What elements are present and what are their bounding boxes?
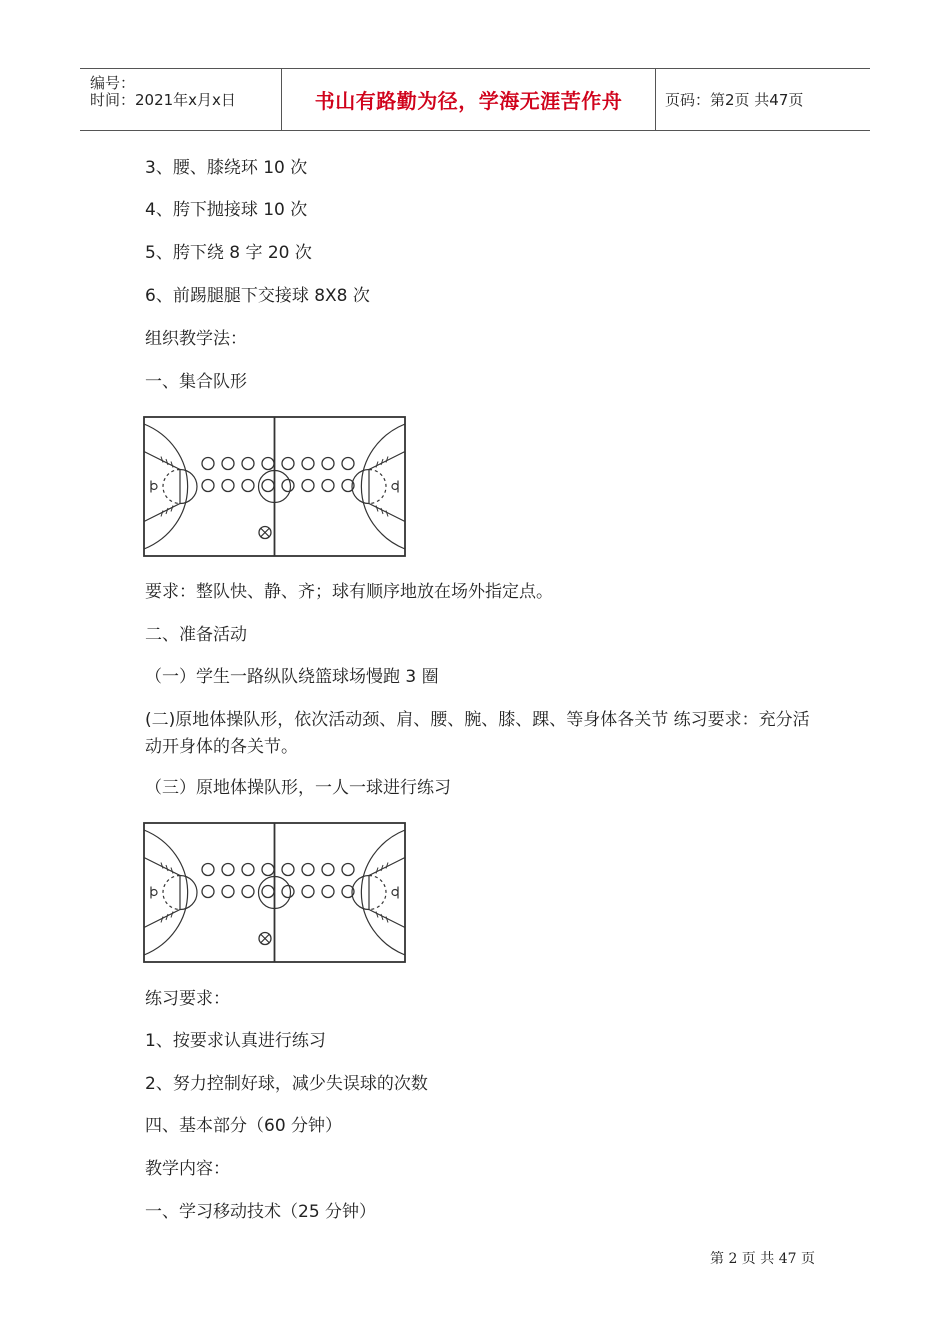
student-marker xyxy=(222,458,234,470)
left-hoop xyxy=(151,484,157,490)
warmup-sub-2: (二)原地体操队形，依次活动颈、肩、腰、腕、膝、踝、等身体各关节 练习要求：充分活动开身体的各关节。 xyxy=(145,710,810,757)
warmup-sub-1: （一）学生一路纵队绕篮球场慢跑 3 圈 xyxy=(145,667,439,687)
student-marker xyxy=(242,886,254,898)
left-free-throw-arc-dashed xyxy=(163,470,180,504)
warmup-sub-3: （三）原地体操队形，一人一球进行练习 xyxy=(145,778,451,798)
student-marker xyxy=(322,458,334,470)
student-marker xyxy=(322,480,334,492)
student-marker xyxy=(202,886,214,898)
header-page-info: 页码：第2页 共47页 xyxy=(665,91,804,109)
left-free-throw-arc xyxy=(180,470,197,504)
requirement-text: 要求：整队快、静、齐；球有顺序地放在场外指定点。 xyxy=(145,582,553,602)
student-marker xyxy=(202,864,214,876)
right-free-throw-arc-dashed xyxy=(369,876,386,910)
student-marker xyxy=(282,864,294,876)
page-header xyxy=(80,68,870,131)
student-marker xyxy=(262,480,274,492)
student-marker xyxy=(222,864,234,876)
student-marker xyxy=(242,458,254,470)
left-key xyxy=(144,452,180,522)
student-marker xyxy=(262,864,274,876)
court-diagram-1 xyxy=(143,416,406,557)
teaching-content-heading: 教学内容： xyxy=(145,1159,230,1179)
number-label: 编号： xyxy=(90,74,136,92)
practice-req-1: 1、按要求认真进行练习 xyxy=(145,1031,326,1051)
left-free-throw-arc-dashed xyxy=(163,876,180,910)
student-marker xyxy=(342,864,354,876)
header-meta-cell xyxy=(80,69,281,130)
exercise-item-4: 4、胯下抛接球 10 次 xyxy=(145,200,308,220)
org-method-heading: 组织教学法： xyxy=(145,329,247,349)
practice-req-2: 2、努力控制好球，减少失误球的次数 xyxy=(145,1074,428,1094)
header-page-cell xyxy=(655,69,870,130)
section-basic-part: 四、基本部分（60 分钟） xyxy=(145,1116,343,1136)
student-marker xyxy=(242,480,254,492)
right-key xyxy=(369,858,405,928)
motto: 书山有路勤为径，学海无涯苦作舟 xyxy=(314,89,623,113)
left-arc-guide xyxy=(144,424,179,549)
footer-page-info: 第 2 页 共 47 页 xyxy=(710,1251,815,1267)
exercise-item-6: 6、前踢腿腿下交接球 8X8 次 xyxy=(145,286,370,306)
student-marker xyxy=(282,480,294,492)
student-marker xyxy=(342,458,354,470)
student-marker xyxy=(282,458,294,470)
left-key xyxy=(144,858,180,928)
student-marker xyxy=(222,480,234,492)
student-marker xyxy=(322,864,334,876)
student-marker xyxy=(242,864,254,876)
time-label: 时间：2021年x月x日 xyxy=(90,91,236,109)
student-marker xyxy=(302,480,314,492)
left-arc-guide xyxy=(144,830,179,955)
student-marker xyxy=(202,458,214,470)
right-free-throw-arc-dashed xyxy=(369,470,386,504)
student-marker xyxy=(262,886,274,898)
practice-req-heading: 练习要求： xyxy=(145,989,230,1009)
section-gather-formation: 一、集合队形 xyxy=(145,372,247,392)
student-marker xyxy=(282,886,294,898)
student-marker xyxy=(302,458,314,470)
exercise-item-5: 5、胯下绕 8 字 20 次 xyxy=(145,243,312,263)
right-hoop xyxy=(392,484,398,490)
exercise-item-3: 3、腰、膝绕环 10 次 xyxy=(145,158,308,178)
student-marker xyxy=(322,886,334,898)
right-hoop xyxy=(392,890,398,896)
court-diagram-2 xyxy=(143,822,406,963)
header-motto-cell xyxy=(281,69,656,130)
left-free-throw-arc xyxy=(180,876,197,910)
student-marker xyxy=(202,480,214,492)
section-movement-tech: 一、学习移动技术（25 分钟） xyxy=(145,1202,377,1222)
student-marker xyxy=(222,886,234,898)
right-key xyxy=(369,452,405,522)
section-warmup: 二、准备活动 xyxy=(145,625,247,645)
student-marker xyxy=(262,458,274,470)
student-marker xyxy=(302,864,314,876)
left-hoop xyxy=(151,890,157,896)
student-marker xyxy=(302,886,314,898)
